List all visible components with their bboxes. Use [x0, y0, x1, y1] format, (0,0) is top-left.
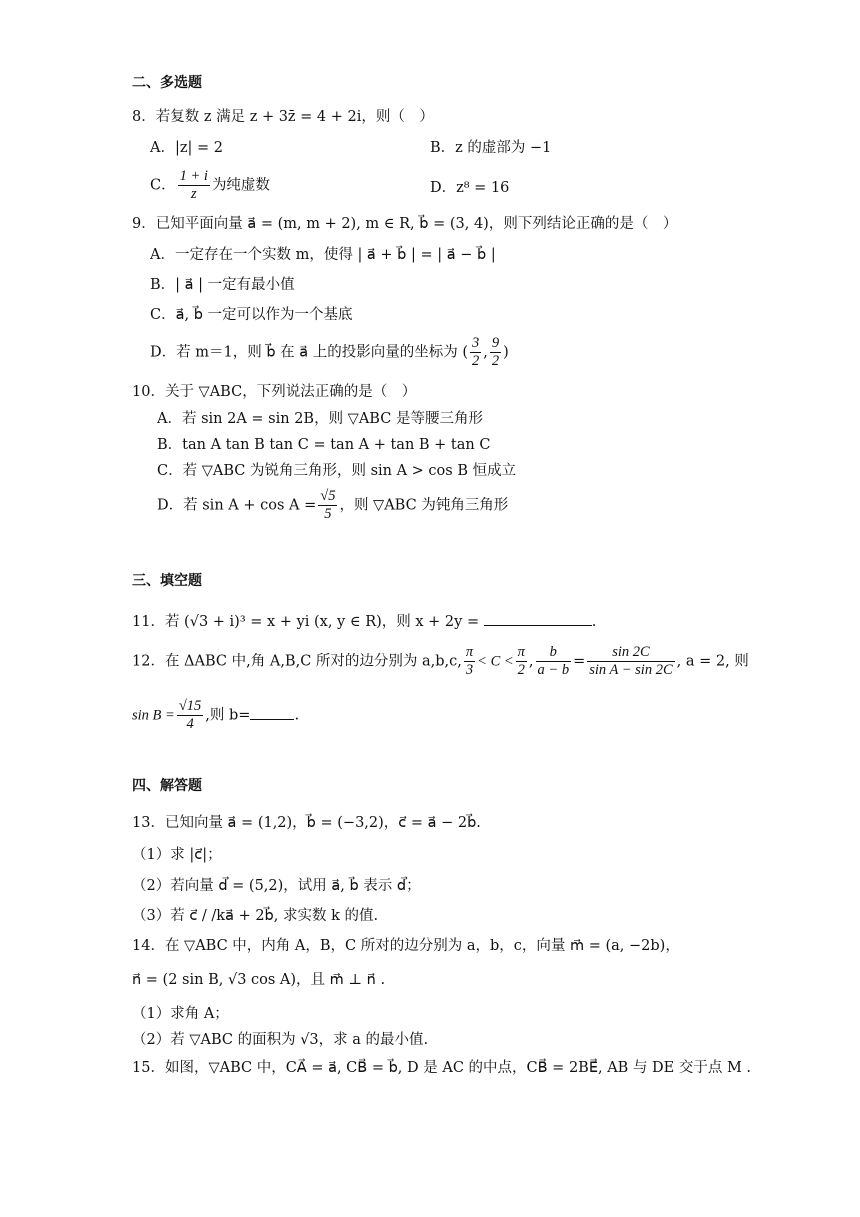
- q12-tail: , a = 2, 则: [676, 653, 749, 670]
- q9-stem: 9．已知平面向量 a⃗ = (m, m + 2), m ∈ R, b⃗ = (3, 4)，则下列结论正确的是（ ）: [132, 216, 678, 232]
- q10-option-d-head: D．若 sin A + cos A =: [157, 497, 317, 514]
- q12-l2-num: √15: [178, 698, 202, 714]
- q8-option-c: [150, 168, 270, 203]
- q9-option-d-den-2: 2: [491, 353, 500, 369]
- q12-mid-3: =: [573, 653, 586, 670]
- q8-option-c-label: C．: [150, 177, 176, 194]
- q10-option-d-numerator: √5: [320, 488, 336, 504]
- q11-answer-blank[interactable]: [484, 611, 592, 626]
- q12-fraction-b: [536, 644, 572, 679]
- q9-option-b: B．| a⃗ | 一定有最小值: [150, 277, 295, 293]
- q8-option-b: B．z 的虚部为 −1: [430, 140, 552, 156]
- q13-part-3: （3）若 c⃗ / /ka⃗ + 2b⃗, 求实数 k 的值.: [132, 908, 379, 924]
- q10-option-d-fraction: [318, 488, 337, 523]
- section-heading-fill-in: 三、填空题: [132, 573, 202, 589]
- q10-option-c: C．若 ▽ABC 为锐角三角形，则 sin A > cos B 恒成立: [157, 463, 517, 479]
- q12-line-2: [132, 698, 299, 733]
- q12-f3-num: b: [536, 644, 572, 662]
- q8-option-c-numerator: 1 + i: [179, 168, 208, 184]
- q15-stem: 15．如图，▽ABC 中，CA⃗ = a⃗, CB⃗ = b⃗, D 是 AC 的中点，CB⃗ = 2BE⃗, AB 与 DE 交于点 M .: [132, 1060, 752, 1076]
- q12-answer-blank[interactable]: [250, 705, 294, 720]
- q9-option-d-fraction-2: [490, 335, 501, 370]
- q12-fraction-sin: [587, 644, 674, 679]
- q9-option-d-fraction-1: [470, 335, 481, 370]
- q8-option-d: D．z⁸ = 16: [430, 180, 510, 196]
- q8-option-c-tail: 为纯虚数: [211, 177, 270, 194]
- q10-option-d: [157, 488, 508, 523]
- q12-f3-den: a − b: [537, 662, 570, 678]
- section-heading-solutions: 四、解答题: [132, 778, 202, 794]
- q9-option-c: C．a⃗, b⃗ 一定可以作为一个基底: [150, 307, 353, 323]
- q12-fraction-sqrt15: [177, 698, 203, 733]
- q10-option-d-tail: ，则 ▽ABC 为钝角三角形: [339, 497, 509, 514]
- q12-head: 12．在 ΔABC 中,角 A,B,C 所对的边分别为 a,b,c,: [132, 653, 462, 670]
- q14-stem-2: n⃗ = (2 sin B, √3 cos A)，且 m⃗ ⊥ n⃗ .: [132, 972, 386, 988]
- q10-option-b: B．tan A tan B tan C = tan A + tan B + tan C: [157, 437, 491, 453]
- q9-option-d-tail: ): [503, 344, 509, 361]
- q14-part-2: （2）若 ▽ABC 的面积为 √3，求 a 的最小值.: [132, 1032, 429, 1048]
- q11-tail: .: [591, 614, 597, 630]
- q11: [132, 611, 596, 632]
- q12-f4-den: sin A − sin 2C: [589, 662, 673, 678]
- q12-l2-tail: ,则 b=: [205, 707, 251, 724]
- q10-stem: 10．关于 ▽ABC，下列说法正确的是（ ）: [132, 384, 417, 400]
- q8-option-a: A．|z| = 2: [150, 140, 223, 156]
- q12-mid-1: < C <: [477, 653, 514, 670]
- q9-option-d-num-1: 3: [472, 335, 480, 351]
- q12-f1-num: π: [465, 644, 474, 660]
- q9-option-d-num-2: 9: [491, 335, 500, 351]
- q8-option-c-denominator: z: [190, 186, 197, 202]
- q13-part-1: （1）求 |c⃗|；: [132, 847, 222, 863]
- q8-stem: 8．若复数 z 满足 z + 3z̄ = 4 + 2i，则（ ）: [132, 109, 434, 125]
- q11-head: 11．若 (√3 + i)³ = x + yi (x, y ∈ R)，则 x + 2y =: [132, 614, 480, 630]
- q12-mid-2: ,: [528, 653, 534, 670]
- q12-l2-den: 4: [186, 716, 194, 732]
- section-heading-multiple-choice: 二、多选题: [132, 75, 202, 91]
- q9-option-d: D．若 m＝1，则 b⃗ 在 a⃗ 上的投影向量的坐标为 ( $\frac{3}{2}$ , $\frac{9}{2}$ ): [150, 335, 509, 369]
- q14-part-1: （1）求角 A；: [132, 1006, 229, 1022]
- q14-stem: 14．在 ▽ABC 中，内角 A，B，C 所对的边分别为 a，b，c，向量 m⃗ = (a, −2b)，: [132, 938, 680, 954]
- q8-option-c-fraction: [178, 168, 210, 203]
- q9-option-d-den-1: 2: [472, 353, 480, 369]
- q12-l2-head: sin B =: [132, 707, 175, 724]
- q10-option-d-denominator: 5: [324, 506, 332, 522]
- q9-option-d-head: D．若 m＝1，则 b⃗ 在 a⃗ 上的投影向量的坐标为 (: [150, 344, 469, 361]
- q12-line-1: [132, 644, 749, 679]
- q9-option-a: A．一定存在一个实数 m，使得 | a⃗ + b⃗ | = | a⃗ − b⃗ |: [150, 247, 496, 263]
- q12-fraction-pi-3: [464, 644, 475, 679]
- q13-stem: 13．已知向量 a⃗ = (1,2)，b⃗ = (−3,2)，c⃗ = a⃗ − 2b⃗.: [132, 815, 481, 831]
- q13-part-2: （2）若向量 d⃗ = (5,2)，试用 a⃗, b⃗ 表示 d⃗；: [132, 878, 421, 894]
- q12-f2-den: 2: [517, 662, 525, 678]
- q12-f2-num: π: [517, 644, 525, 660]
- q12-f1-den: 3: [465, 662, 474, 678]
- q10-option-a: A．若 sin 2A = sin 2B，则 ▽ABC 是等腰三角形: [157, 411, 483, 427]
- q12-f4-num: sin 2C: [587, 644, 674, 662]
- q12-fraction-pi-2: [516, 644, 527, 679]
- q12-l2-end: .: [294, 707, 300, 724]
